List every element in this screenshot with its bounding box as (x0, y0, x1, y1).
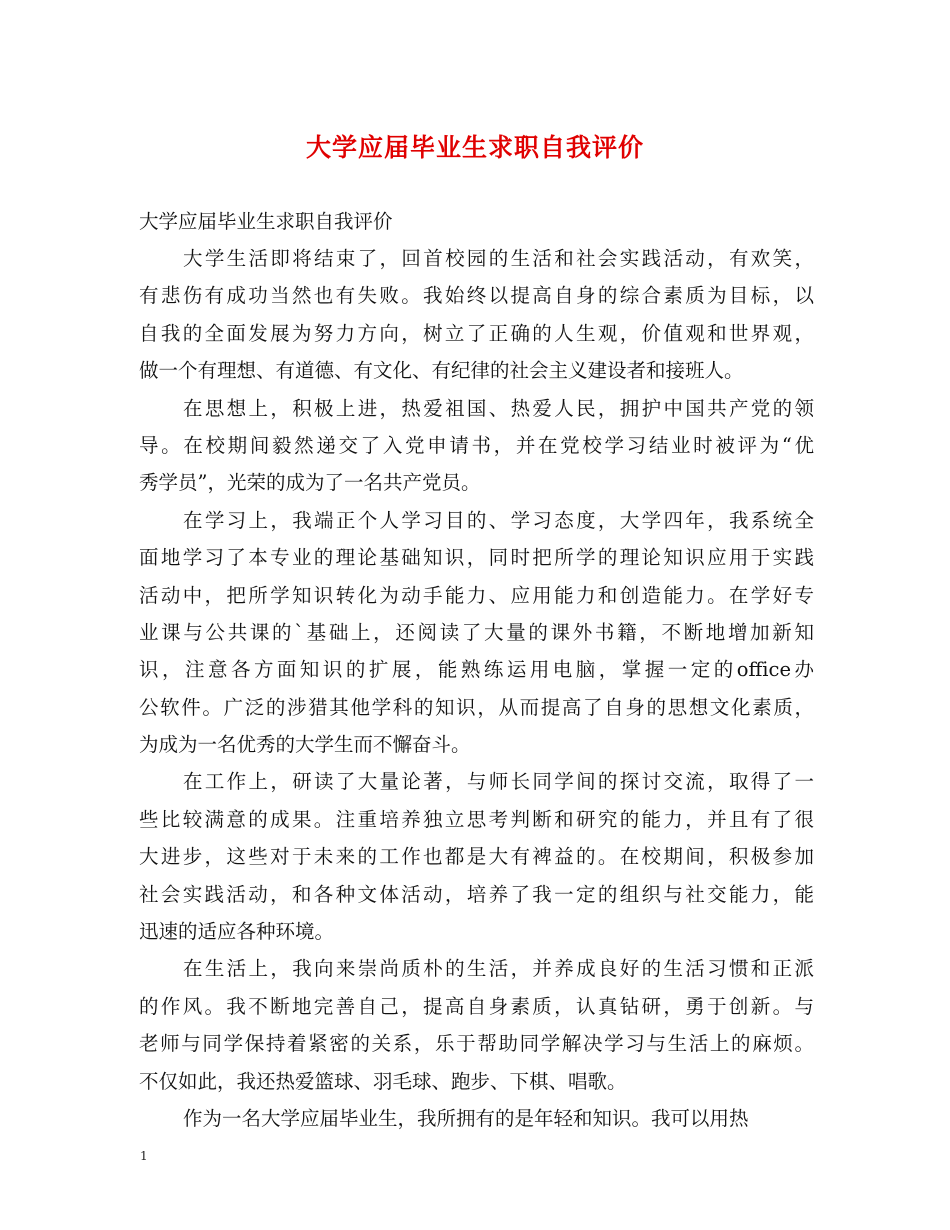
text-line: 自我的全面发展为努力方向，树立了正确的人生观，价值观和世界观， (139, 321, 814, 345)
text-line: 识，注意各方面知识的扩展，能熟练运用电脑，掌握一定的office办 (139, 658, 814, 682)
text-line: 导。在校期间毅然递交了入党申请书，并在党校学习结业时被评为“优 (139, 433, 814, 457)
text-line: 大学生活即将结束了，回首校园的生活和社会实践活动，有欢笑， (183, 247, 814, 270)
document-title: 大学应届毕业生求职自我评价 (305, 133, 644, 162)
text-line: 些比较满意的成果。注重培养独立思考判断和研究的能力，并且有了很 (139, 807, 814, 831)
paragraph-ideology (139, 390, 814, 502)
text-line: 在工作上，研读了大量论著，与师长同学间的探讨交流，取得了一 (183, 770, 814, 794)
page-number: 1 (140, 1149, 148, 1163)
text-line: 社会实践活动，和各种文体活动，培养了我一定的组织与社交能力，能 (139, 882, 814, 906)
paragraph-life (139, 950, 814, 1100)
text-line: 有悲伤有成功当然也有失败。我始终以提高自身的综合素质为目标，以 (139, 284, 814, 308)
text-line: 作为一名大学应届毕业生，我所拥有的是年轻和知识。我可以用热 (183, 1106, 749, 1130)
paragraph-intro (139, 240, 814, 390)
text-line: 秀学员”，光荣的成为了一名共产党员。 (139, 471, 481, 495)
text-line: 在生活上，我向来崇尚质朴的生活，并养成良好的生活习惯和正派 (183, 957, 814, 981)
paragraph-work (139, 763, 814, 950)
paragraph-conclusion (139, 1100, 814, 1137)
text-line: 迅速的适应各种环境。 (139, 920, 335, 944)
text-line: 在学习上，我端正个人学习目的、学习态度，大学四年，我系统全 (183, 508, 814, 532)
text-line: 面地学习了本专业的理论基础知识，同时把所学的理论知识应用于实践 (139, 546, 814, 570)
text-line: 的作风。我不断地完善自己，提高自身素质，认真钻研，勇于创新。与 (139, 994, 814, 1018)
paragraph-study (139, 502, 814, 764)
text-line: 大进步，这些对于未来的工作也都是大有裨益的。在校期间，积极参加 (139, 845, 814, 869)
document-subtitle: 大学应届毕业生求职自我评价 (139, 210, 393, 233)
text-line: 为成为一名优秀的大学生而不懈奋斗。 (139, 733, 471, 757)
text-line: 不仅如此，我还热爱篮球、羽毛球、跑步、下棋、唱歌。 (139, 1069, 627, 1093)
text-line: 在思想上，积极上进，热爱祖国、热爱人民，拥护中国共产党的领 (183, 396, 814, 420)
text-line: 业课与公共课的`基础上，还阅读了大量的课外书籍，不断地增加新知 (139, 620, 814, 644)
text-line: 活动中，把所学知识转化为动手能力、应用能力和创造能力。在学好专 (139, 583, 814, 607)
text-line: 做一个有理想、有道德、有文化、有纪律的社会主义建设者和接班人。 (139, 359, 744, 383)
text-line: 老师与同学保持着紧密的关系，乐于帮助同学解决学习与生活上的麻烦。 (139, 1032, 814, 1056)
document-body (139, 203, 814, 1137)
text-line: 公软件。广泛的涉猎其他学科的知识，从而提高了自身的思想文化素质， (139, 695, 814, 719)
